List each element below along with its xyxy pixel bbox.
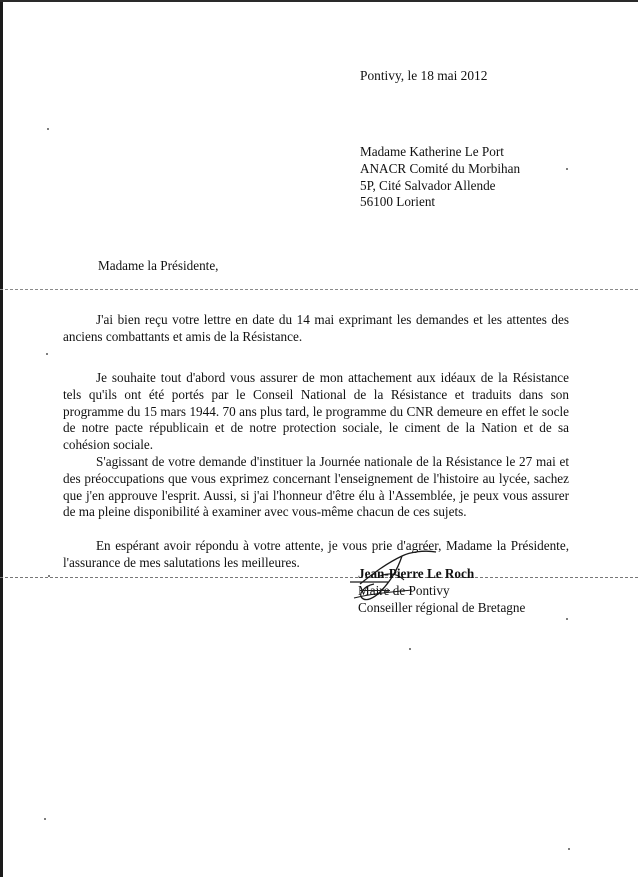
scan-speck <box>48 575 50 577</box>
recipient-name: Madame Katherine Le Port <box>360 144 504 159</box>
body-paragraph: S'agissant de votre demande d'instituer la Journée nationale de la Résistance le 27 mai et des préoccupations que vous exprimez concernant l'enseignement de l'histoire au lycée, sachez que j'en approuve l'esprit. Aussi, si j'ai l'honneur d'être élu à l'Assemblée, je peux vous assurer de ma pleine disponibilité à examiner avec vous-même chacun de ces sujets. <box>63 454 569 520</box>
recipient-city: 56100 Lorient <box>360 194 436 210</box>
scan-edge-top <box>0 0 638 2</box>
signature-strike-mark <box>360 590 390 591</box>
scan-speck <box>409 648 411 650</box>
scan-speck <box>47 128 49 130</box>
fold-line-upper <box>0 289 638 290</box>
letter-date: Pontivy, le 18 mai 2012 <box>360 68 488 83</box>
signatory-title-mayor: Maire de Pontivy <box>358 583 450 598</box>
scan-edge-left <box>0 0 3 877</box>
scan-speck <box>568 848 570 850</box>
recipient-address <box>360 144 520 211</box>
scan-speck <box>44 818 46 820</box>
recipient-organization: ANACR Comité du Morbihan <box>360 160 521 176</box>
recipient-street: 5P, Cité Salvador Allende <box>360 177 496 193</box>
signatory-name: Jean-Pierre Le Roch <box>358 566 475 581</box>
body-paragraph: En espérant avoir répondu à votre attente, je vous prie d'agréer, Madame la Présidente, l'assurance de mes salutations les meilleures. <box>63 538 569 570</box>
signatory-title-council: Conseiller régional de Bretagne <box>358 600 526 615</box>
scan-speck <box>46 353 48 355</box>
scan-speck <box>566 618 568 620</box>
body-paragraph: Je souhaite tout d'abord vous assurer de mon attachement aux idéaux de la Résistance tels qu'ils ont été portés par le Conseil National de la Résistance et traduits dans son programme du 15 mars 1944. 70 ans plus tard, le programme du CNR demeure en effet le socle de notre pacte républicain et de notre protection sociale, le ciment de la Nation et de sa cohésion sociale. <box>63 370 569 453</box>
body-paragraph: J'ai bien reçu votre lettre en date du 14 mai exprimant les demandes et les attentes des anciens combattants et amis de la Résistance. <box>63 312 569 344</box>
scan-speck <box>566 168 568 170</box>
salutation: Madame la Présidente, <box>98 258 219 273</box>
fold-line-lower <box>0 577 638 578</box>
